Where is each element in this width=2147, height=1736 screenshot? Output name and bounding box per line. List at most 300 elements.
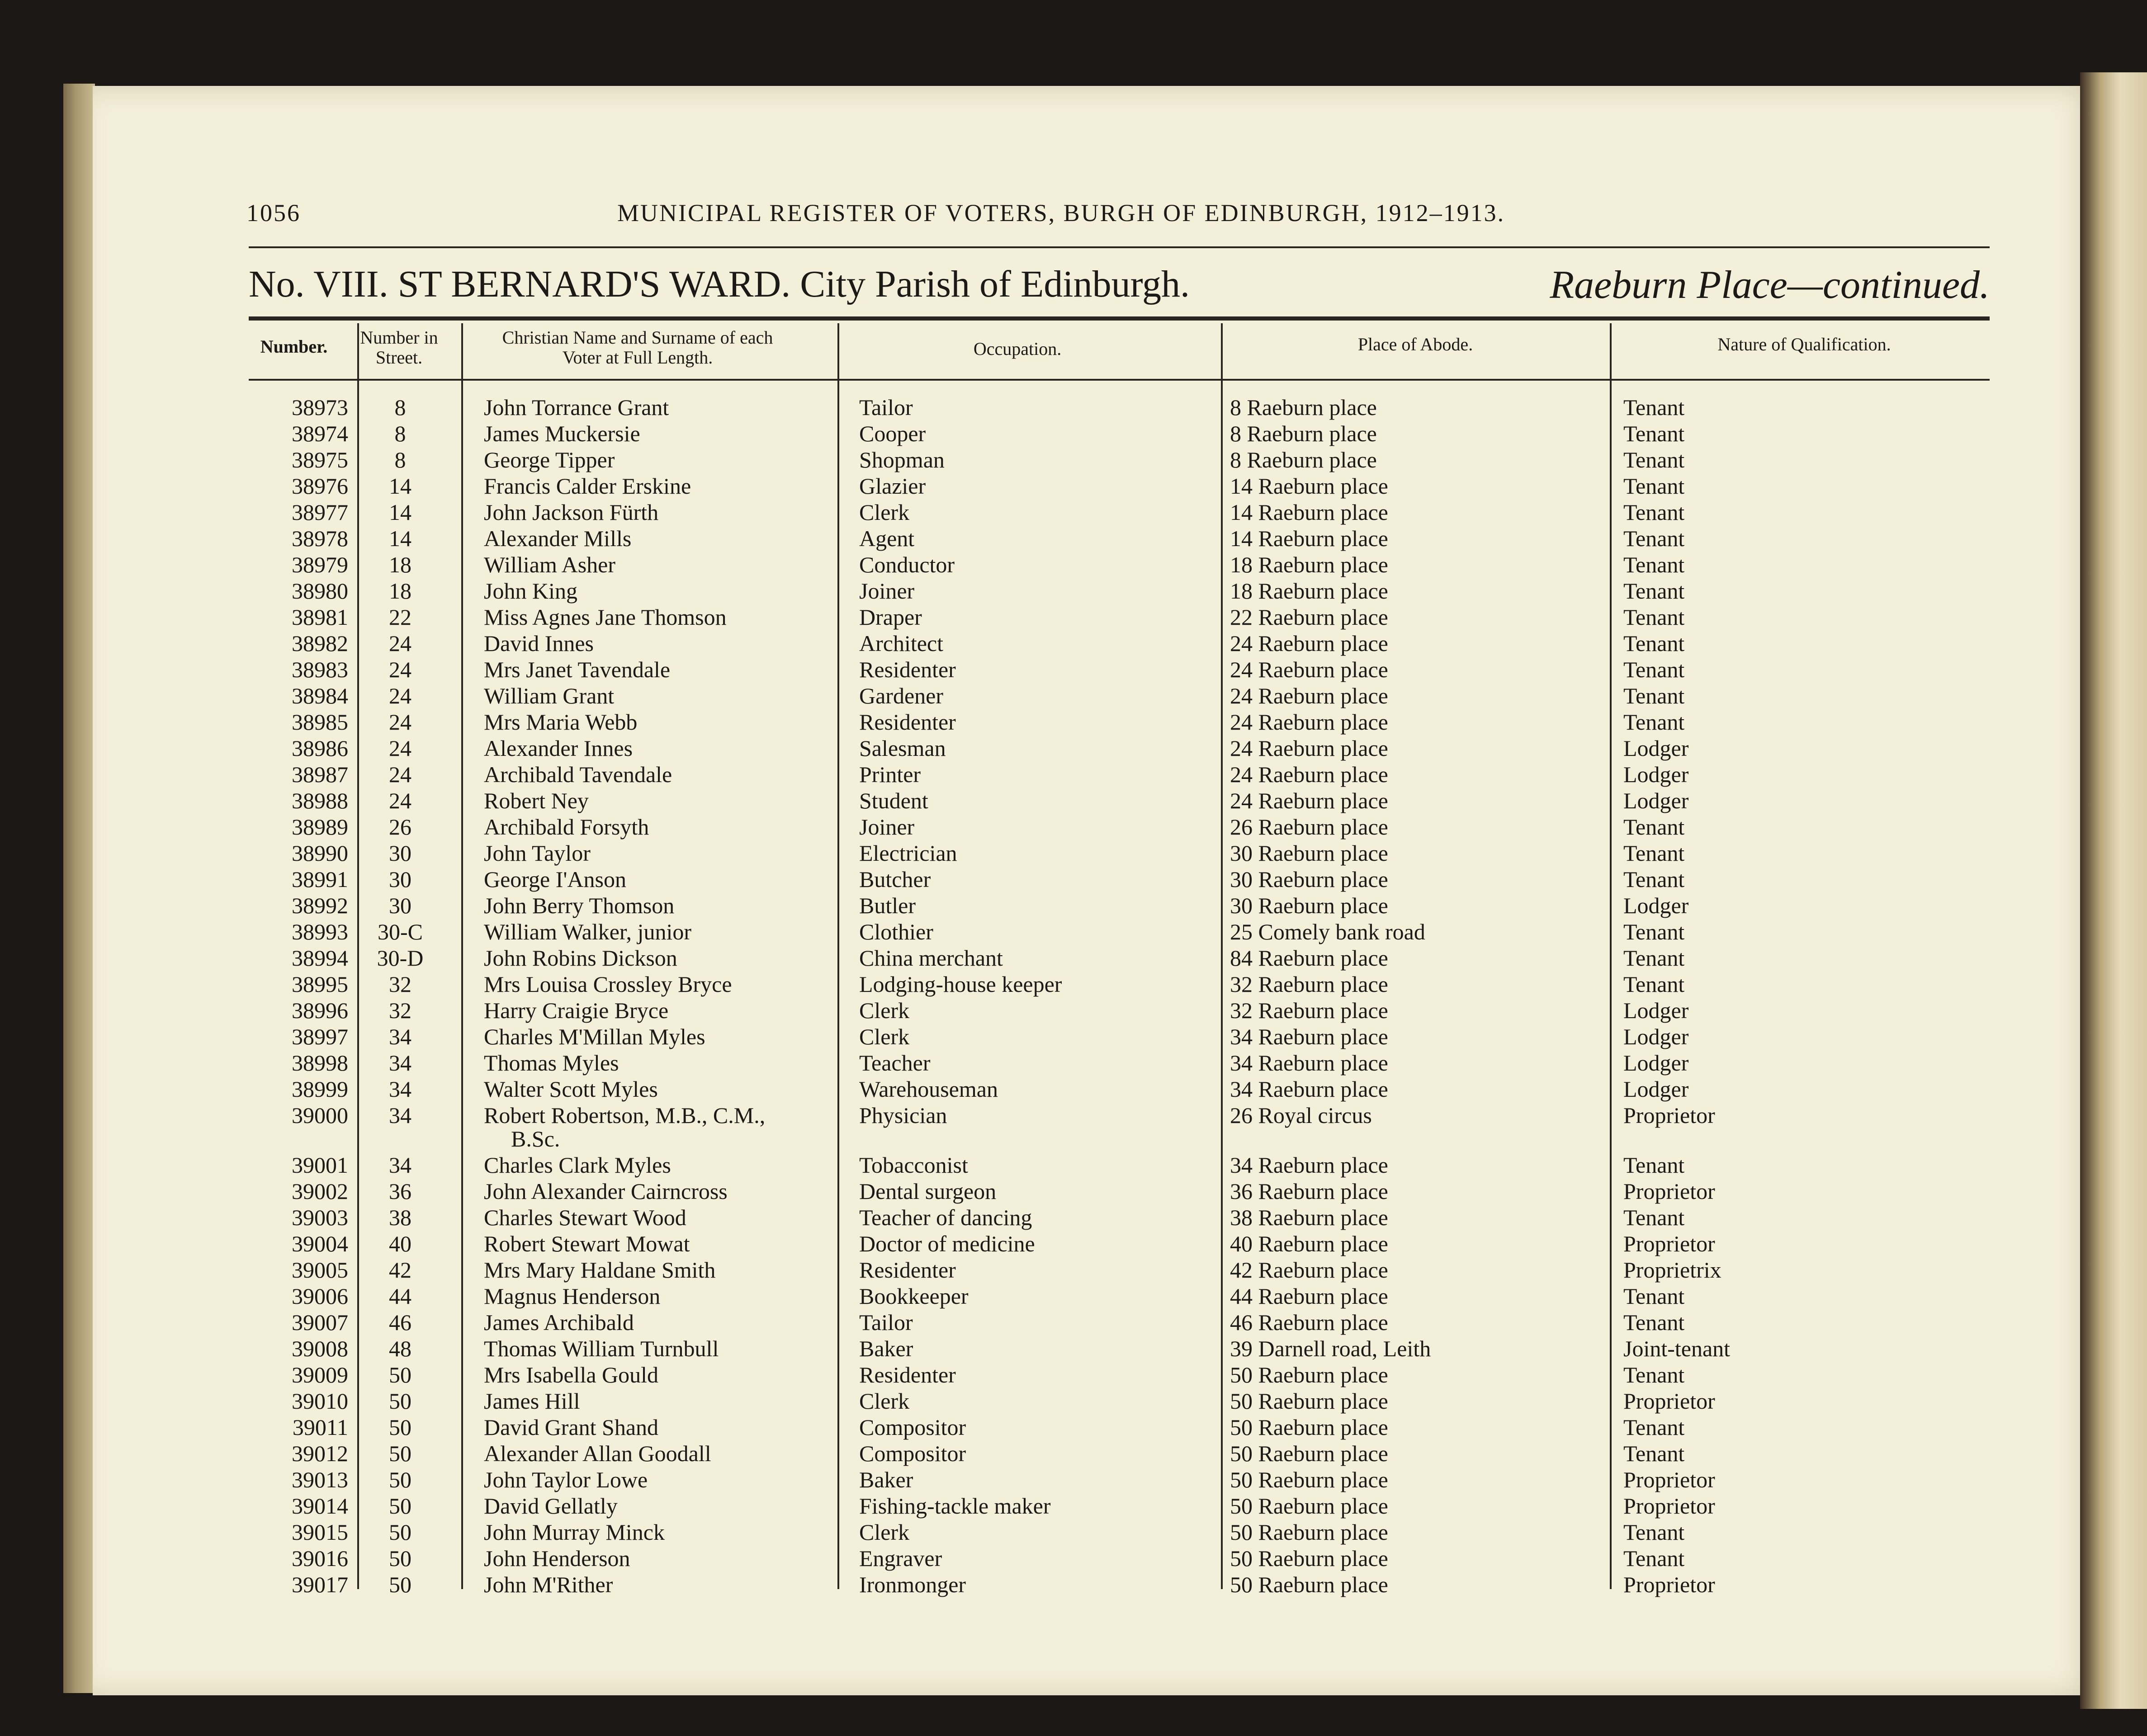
occupation: Dental surgeon: [859, 1179, 997, 1204]
street-number: 50: [389, 1572, 411, 1597]
occupation: Clerk: [859, 1388, 910, 1414]
occupation: Glazier: [859, 473, 926, 499]
voter-number: 38995: [292, 972, 348, 997]
voter-name: Charles Clark Myles: [484, 1152, 671, 1178]
street-number: 50: [389, 1546, 411, 1571]
col-number: Number.: [260, 336, 328, 357]
occupation: Architect: [859, 631, 944, 656]
table-row: [249, 1571, 1990, 1598]
place-of-abode: 50 Raeburn place: [1230, 1519, 1388, 1545]
voter-name: Thomas Myles: [484, 1050, 619, 1076]
voter-name: William Asher: [484, 552, 615, 577]
street-number: 30: [389, 893, 411, 918]
street-number: 50: [389, 1493, 411, 1519]
place-of-abode: 14 Raeburn place: [1230, 500, 1388, 525]
place-of-abode: 24 Raeburn place: [1230, 657, 1388, 682]
place-of-abode: 50 Raeburn place: [1230, 1467, 1388, 1492]
occupation: Butcher: [859, 867, 931, 892]
occupation: Joiner: [859, 578, 915, 604]
table-row: [249, 1467, 1990, 1493]
col-occupation: Occupation.: [973, 339, 1062, 359]
place-of-abode: 34 Raeburn place: [1230, 1024, 1388, 1049]
voter-name: George Tipper: [484, 447, 615, 472]
street-number: 18: [389, 552, 411, 577]
street-number: 34: [389, 1024, 411, 1049]
col-number-in-street-line1: Number in: [360, 327, 438, 348]
qualification: Tenant: [1623, 473, 1685, 499]
qualification: Proprietor: [1623, 1388, 1715, 1414]
voter-number: 39002: [292, 1179, 348, 1204]
voter-name: David Grant Shand: [484, 1415, 659, 1440]
col-number-in-street: [355, 328, 443, 368]
qualification: Tenant: [1623, 631, 1685, 656]
occupation: Draper: [859, 604, 922, 630]
street-number: 50: [389, 1441, 411, 1466]
street-heading: Raeburn Place—continued.: [1550, 263, 1990, 307]
running-title: MUNICIPAL REGISTER OF VOTERS, BURGH OF EDINBURGH, 1912–1913.: [617, 199, 1505, 226]
voter-name: Mrs Janet Tavendale: [484, 657, 671, 682]
street-number: 22: [389, 604, 411, 630]
voter-name: Mrs Louisa Crossley Bryce: [484, 972, 732, 997]
street-number: 36: [389, 1179, 411, 1204]
street-number: 48: [389, 1336, 411, 1361]
occupation: Cooper: [859, 421, 926, 446]
place-of-abode: 26 Royal circus: [1230, 1103, 1372, 1128]
col-name-line2: Voter at Full Length.: [562, 347, 713, 368]
occupation: Clerk: [859, 500, 910, 525]
place-of-abode: 32 Raeburn place: [1230, 972, 1388, 997]
voter-name: Archibald Tavendale: [484, 762, 672, 787]
voter-name: William Grant: [484, 683, 615, 708]
voter-name: Mrs Maria Webb: [484, 709, 638, 735]
place-of-abode: 38 Raeburn place: [1230, 1205, 1388, 1230]
qualification: Tenant: [1623, 1283, 1685, 1309]
place-of-abode: 24 Raeburn place: [1230, 683, 1388, 708]
voter-number: 38982: [292, 631, 348, 656]
occupation: Salesman: [859, 736, 946, 761]
voter-name: David Gellatly: [484, 1493, 618, 1519]
place-of-abode: 8 Raeburn place: [1230, 421, 1377, 446]
place-of-abode: 14 Raeburn place: [1230, 526, 1388, 551]
voter-number: 38992: [292, 893, 348, 918]
table-row: [249, 656, 1990, 683]
qualification: Tenant: [1623, 945, 1685, 971]
place-of-abode: 42 Raeburn place: [1230, 1257, 1388, 1283]
occupation: Shopman: [859, 447, 945, 472]
street-number: 14: [389, 526, 411, 551]
occupation: Tailor: [859, 395, 913, 420]
occupation: Baker: [859, 1467, 913, 1492]
qualification: Lodger: [1623, 998, 1689, 1023]
place-of-abode: 34 Raeburn place: [1230, 1076, 1388, 1102]
street-number: 50: [389, 1388, 411, 1414]
table-row: [249, 997, 1990, 1024]
street-number: 34: [389, 1152, 411, 1178]
street-number: 34: [389, 1050, 411, 1076]
occupation: Fishing-tackle maker: [859, 1493, 1051, 1519]
occupation: Electrician: [859, 840, 957, 866]
table-row: [249, 892, 1990, 919]
street-number: 24: [389, 683, 411, 708]
street-number: 38: [389, 1205, 411, 1230]
street-number: 8: [394, 421, 406, 446]
street-number: 42: [389, 1257, 411, 1283]
voter-number: 39014: [292, 1493, 348, 1519]
place-of-abode: 50 Raeburn place: [1230, 1415, 1388, 1440]
ward-heading: No. VIII. ST BERNARD'S WARD. City Parish of Edinburgh.: [249, 263, 1190, 305]
table-row: [249, 525, 1990, 552]
voter-number: 38975: [292, 447, 348, 472]
qualification: Tenant: [1623, 604, 1685, 630]
qualification: Tenant: [1623, 840, 1685, 866]
voter-number: 38988: [292, 788, 348, 813]
voter-name: James Muckersie: [484, 421, 640, 446]
col-abode: Place of Abode.: [1357, 334, 1473, 354]
place-of-abode: 22 Raeburn place: [1230, 604, 1388, 630]
occupation: Conductor: [859, 552, 955, 577]
voter-name: John Torrance Grant: [484, 395, 669, 420]
street-number: 24: [389, 709, 411, 735]
voter-name: Thomas William Turnbull: [484, 1336, 719, 1361]
place-of-abode: 50 Raeburn place: [1230, 1388, 1388, 1414]
facing-page-edge: [2080, 72, 2147, 1709]
qualification: Lodger: [1623, 1076, 1689, 1102]
voter-name: John King: [484, 578, 577, 604]
qualification: Proprietrix: [1623, 1257, 1721, 1283]
voter-name: Magnus Henderson: [484, 1283, 661, 1309]
voter-name: Alexander Mills: [484, 526, 632, 551]
voter-name: John M'Rither: [484, 1572, 613, 1597]
street-number: 30: [389, 840, 411, 866]
voter-name: John Taylor: [484, 840, 591, 866]
street-number: 30: [389, 867, 411, 892]
voter-name: Robert Robertson, M.B., C.M.,: [484, 1103, 766, 1128]
table-row: [249, 578, 1990, 604]
qualification: Tenant: [1623, 1310, 1685, 1335]
voter-name: Robert Stewart Mowat: [484, 1231, 690, 1256]
voter-name: Charles M'Millan Myles: [484, 1024, 705, 1049]
table-row: [249, 840, 1990, 866]
voter-name: George I'Anson: [484, 867, 626, 892]
voter-name: Mrs Mary Haldane Smith: [484, 1257, 716, 1283]
voter-name: David Innes: [484, 631, 594, 656]
qualification: Lodger: [1623, 788, 1689, 813]
occupation: Residenter: [859, 709, 956, 735]
table-row: [249, 866, 1990, 892]
table-row: [249, 1414, 1990, 1440]
running-header: [246, 199, 1605, 235]
voter-number: 39000: [292, 1103, 348, 1128]
place-of-abode: 32 Raeburn place: [1230, 998, 1388, 1023]
occupation: Gardener: [859, 683, 943, 708]
voter-number: 38973: [292, 395, 348, 420]
voter-name: Alexander Innes: [484, 736, 633, 761]
street-number: 24: [389, 762, 411, 787]
street-number: 30-D: [377, 945, 424, 971]
qualification: Lodger: [1623, 1050, 1689, 1076]
qualification: Tenant: [1623, 421, 1685, 446]
voter-name: John Murray Minck: [484, 1519, 665, 1545]
voter-number: 39007: [292, 1310, 348, 1335]
place-of-abode: 30 Raeburn place: [1230, 893, 1388, 918]
page-number: 1056: [246, 199, 301, 226]
voter-number: 38991: [292, 867, 348, 892]
street-number: 46: [389, 1310, 411, 1335]
voter-number: 39015: [292, 1519, 348, 1545]
voter-number: 38978: [292, 526, 348, 551]
voter-name: Francis Calder Erskine: [484, 473, 691, 499]
street-number: 8: [394, 395, 406, 420]
place-of-abode: 40 Raeburn place: [1230, 1231, 1388, 1256]
voter-number: 39005: [292, 1257, 348, 1283]
street-number: 44: [389, 1283, 411, 1309]
voter-number: 38993: [292, 919, 348, 944]
qualification: Tenant: [1623, 1362, 1685, 1387]
place-of-abode: 14 Raeburn place: [1230, 473, 1388, 499]
voter-name: Walter Scott Myles: [484, 1076, 658, 1102]
voter-name: Robert Ney: [484, 788, 589, 813]
qualification: Proprietor: [1623, 1103, 1715, 1128]
voter-number: 38981: [292, 604, 348, 630]
voter-name: John Taylor Lowe: [484, 1467, 648, 1492]
occupation: Joiner: [859, 814, 915, 840]
voter-name: John Alexander Cairncross: [484, 1179, 728, 1204]
street-number: 50: [389, 1362, 411, 1387]
occupation: Residenter: [859, 657, 956, 682]
street-number: 18: [389, 578, 411, 604]
table-row: [249, 1178, 1990, 1204]
street-number: 34: [389, 1103, 411, 1128]
qualification: Tenant: [1623, 657, 1685, 682]
table-row: [249, 552, 1990, 578]
voter-number: 38974: [292, 421, 348, 446]
qualification: Proprietor: [1623, 1231, 1715, 1256]
header-bottom-rule: [249, 379, 1990, 381]
voter-number: 38996: [292, 998, 348, 1023]
qualification: Tenant: [1623, 1415, 1685, 1440]
place-of-abode: 26 Raeburn place: [1230, 814, 1388, 840]
place-of-abode: 24 Raeburn place: [1230, 788, 1388, 813]
qualification: Tenant: [1623, 867, 1685, 892]
voter-name: James Hill: [484, 1388, 580, 1414]
col-name-line1: Christian Name and Surname of each: [502, 327, 773, 348]
street-number: 24: [389, 657, 411, 682]
table-row: [249, 1152, 1990, 1178]
occupation: Teacher: [859, 1050, 931, 1076]
voter-number: 38997: [292, 1024, 348, 1049]
table-row: [249, 709, 1990, 735]
column-headers: [249, 323, 1985, 377]
street-number: 24: [389, 736, 411, 761]
col-qualification: Nature of Qualification.: [1717, 334, 1891, 354]
place-of-abode: 30 Raeburn place: [1230, 867, 1388, 892]
table-row: [249, 447, 1990, 473]
place-of-abode: 30 Raeburn place: [1230, 840, 1388, 866]
qualification: Tenant: [1623, 1441, 1685, 1466]
place-of-abode: 8 Raeburn place: [1230, 447, 1377, 472]
voter-number: 38980: [292, 578, 348, 604]
place-of-abode: 46 Raeburn place: [1230, 1310, 1388, 1335]
occupation: Physician: [859, 1103, 947, 1128]
occupation: Doctor of medicine: [859, 1231, 1035, 1256]
occupation: Residenter: [859, 1362, 956, 1387]
occupation: Clerk: [859, 1024, 910, 1049]
table-row: [249, 1545, 1990, 1571]
occupation: Compositor: [859, 1415, 966, 1440]
table-row: [249, 1388, 1990, 1414]
street-number: 14: [389, 500, 411, 525]
occupation: Teacher of dancing: [859, 1205, 1032, 1230]
qualification: Proprietor: [1623, 1179, 1715, 1204]
table-row: [249, 971, 1990, 997]
table-row: [249, 630, 1990, 656]
voter-number: 38985: [292, 709, 348, 735]
street-number: 30-C: [378, 919, 423, 944]
occupation: Lodging-house keeper: [859, 972, 1062, 997]
qualification: Tenant: [1623, 683, 1685, 708]
table-row: [249, 604, 1990, 630]
occupation: Residenter: [859, 1257, 956, 1283]
voter-number: 38976: [292, 473, 348, 499]
place-of-abode: 25 Comely bank road: [1230, 919, 1425, 944]
voter-number: 38977: [292, 500, 348, 525]
occupation: Baker: [859, 1336, 913, 1361]
place-of-abode: 44 Raeburn place: [1230, 1283, 1388, 1309]
place-of-abode: 50 Raeburn place: [1230, 1572, 1388, 1597]
voter-number: 39009: [292, 1362, 348, 1387]
occupation: Agent: [859, 526, 915, 551]
street-number: 26: [389, 814, 411, 840]
voter-number: 38989: [292, 814, 348, 840]
qualification: Tenant: [1623, 1205, 1685, 1230]
street-number: 34: [389, 1076, 411, 1102]
place-of-abode: 34 Raeburn place: [1230, 1050, 1388, 1076]
table-row: [249, 420, 1990, 447]
voter-name: Mrs Isabella Gould: [484, 1362, 659, 1387]
occupation: Tobacconist: [859, 1152, 968, 1178]
voter-number: 38984: [292, 683, 348, 708]
place-of-abode: 24 Raeburn place: [1230, 631, 1388, 656]
col-name: [461, 328, 814, 368]
occupation: Butler: [859, 893, 916, 918]
occupation: Clothier: [859, 919, 933, 944]
table-row: [249, 1024, 1990, 1050]
table-row: [249, 945, 1990, 971]
qualification: Lodger: [1623, 762, 1689, 787]
voter-name: James Archibald: [484, 1310, 634, 1335]
qualification: Lodger: [1623, 736, 1689, 761]
qualification: Tenant: [1623, 578, 1685, 604]
voter-name: John Jackson Fürth: [484, 500, 659, 525]
street-number: 8: [394, 447, 406, 472]
street-number: 24: [389, 788, 411, 813]
qualification: Lodger: [1623, 1024, 1689, 1049]
qualification: Tenant: [1623, 526, 1685, 551]
table-row: [249, 788, 1990, 814]
voter-number: 39010: [292, 1388, 348, 1414]
place-of-abode: 8 Raeburn place: [1230, 395, 1377, 420]
voter-name: Archibald Forsyth: [484, 814, 649, 840]
table-row: [249, 1283, 1990, 1309]
occupation: Compositor: [859, 1441, 966, 1466]
table-row: [249, 499, 1990, 525]
qualification: Proprietor: [1623, 1493, 1715, 1519]
table-row: [249, 683, 1990, 709]
qualification: Proprietor: [1623, 1572, 1715, 1597]
col-number-in-street-line2: Street.: [375, 347, 423, 368]
place-of-abode: 50 Raeburn place: [1230, 1546, 1388, 1571]
place-of-abode: 50 Raeburn place: [1230, 1493, 1388, 1519]
table-row: [249, 1335, 1990, 1362]
place-of-abode: 50 Raeburn place: [1230, 1362, 1388, 1387]
occupation: Clerk: [859, 1519, 910, 1545]
table-row: [249, 1362, 1990, 1388]
voter-name: Harry Craigie Bryce: [484, 998, 669, 1023]
place-of-abode: 18 Raeburn place: [1230, 552, 1388, 577]
voter-name: John Robins Dickson: [484, 945, 677, 971]
ward-rule: [249, 316, 1990, 321]
voter-name: John Henderson: [484, 1546, 630, 1571]
street-number: 50: [389, 1519, 411, 1545]
place-of-abode: 50 Raeburn place: [1230, 1441, 1388, 1466]
voter-number: 38979: [292, 552, 348, 577]
street-number: 32: [389, 998, 411, 1023]
ward-heading-bar: [249, 262, 1990, 312]
occupation: Engraver: [859, 1546, 942, 1571]
qualification: Joint-tenant: [1623, 1336, 1731, 1361]
place-of-abode: 39 Darnell road, Leith: [1230, 1336, 1431, 1361]
qualification: Proprietor: [1623, 1467, 1715, 1492]
table-row: [249, 1076, 1990, 1102]
table-row: [249, 1102, 1990, 1151]
qualification: Tenant: [1623, 395, 1685, 420]
voter-number: 39001: [292, 1152, 348, 1178]
place-of-abode: 24 Raeburn place: [1230, 709, 1388, 735]
voter-number: 39003: [292, 1205, 348, 1230]
place-of-abode: 84 Raeburn place: [1230, 945, 1388, 971]
street-number: 24: [389, 631, 411, 656]
place-of-abode: 18 Raeburn place: [1230, 578, 1388, 604]
voter-number: 38999: [292, 1076, 348, 1102]
table-row: [249, 394, 1990, 420]
header-rule: [249, 246, 1990, 248]
voter-number: 39006: [292, 1283, 348, 1309]
book-page-edge: [63, 84, 95, 1693]
qualification: Lodger: [1623, 893, 1689, 918]
qualification: Tenant: [1623, 1546, 1685, 1571]
voter-number: 39012: [292, 1441, 348, 1466]
voter-number: 38983: [292, 657, 348, 682]
place-of-abode: 24 Raeburn place: [1230, 736, 1388, 761]
qualification: Tenant: [1623, 709, 1685, 735]
table-row: [249, 1440, 1990, 1467]
voter-name: William Walker, junior: [484, 919, 691, 944]
table-row: [249, 814, 1990, 840]
table-row: [249, 1519, 1990, 1545]
voter-number: 38998: [292, 1050, 348, 1076]
table-row: [249, 919, 1990, 945]
voter-number: 39008: [292, 1336, 348, 1361]
occupation: Bookkeeper: [859, 1283, 969, 1309]
voter-number: 39017: [292, 1572, 348, 1597]
qualification: Tenant: [1623, 1519, 1685, 1545]
qualification: Tenant: [1623, 447, 1685, 472]
occupation: China merchant: [859, 945, 1003, 971]
voter-number: 39013: [292, 1467, 348, 1492]
occupation: Clerk: [859, 998, 910, 1023]
table-row: [249, 1204, 1990, 1231]
occupation: Student: [859, 788, 928, 813]
